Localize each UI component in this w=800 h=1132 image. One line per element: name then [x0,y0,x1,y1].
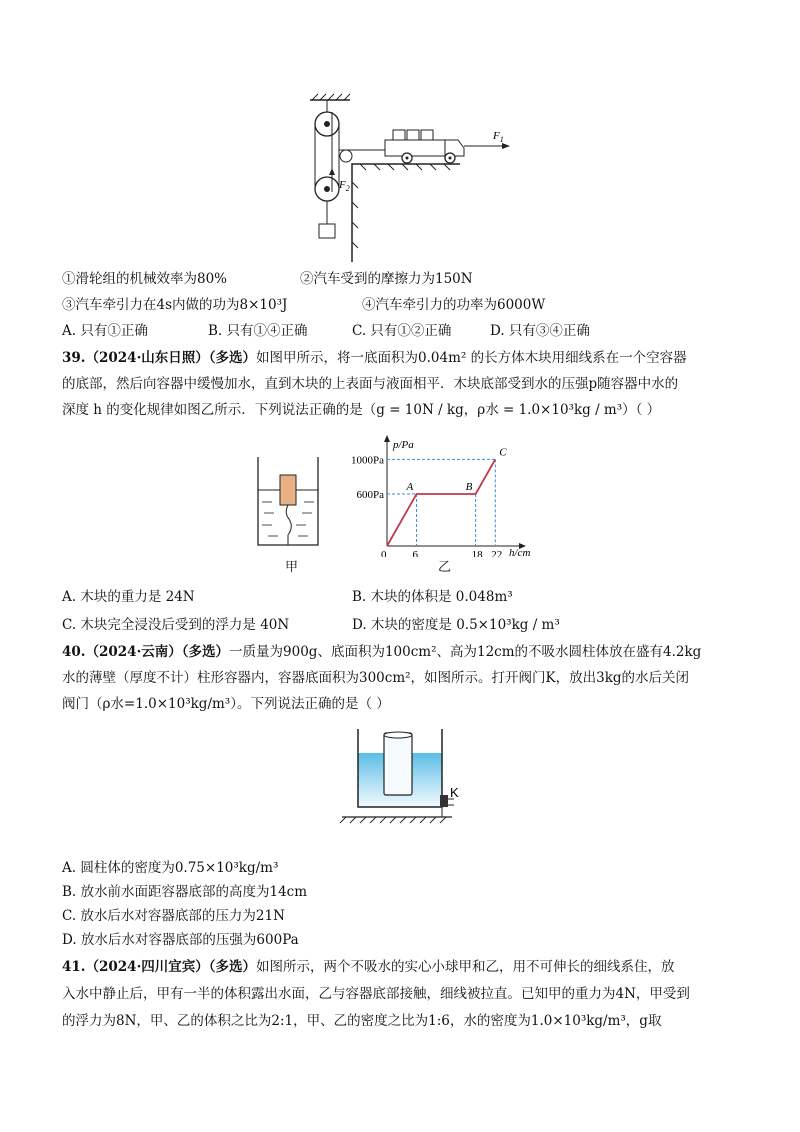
q40-option-d: D. 放水后水对容器底部的压强为600Pa [62,932,299,948]
q40-text-1: 一质量为900g、底面积为100cm²、高为12cm的不吸水圆柱体放在盛有4.2kg [229,644,702,660]
q39-container-figure [250,455,330,550]
q40-text-3: 阀门（ρ水=1.0×10³kg/m³）。下列说法正确的是（ ） [62,696,390,712]
q40-text-2: 水的薄壁（厚度不计）柱形容器内，容器底面积为300cm²，如图所示。打开阀门K，放出3kg的水后关闭 [62,670,690,686]
q39-source: （2024·山东日照）（多选） [85,350,257,366]
y-tick-label: 1000Pa [351,454,384,467]
x-tick-label: 18 [471,549,483,557]
q39-option-c: C. 木块完全浸没后受到的浮力是 40N [62,617,290,633]
q41-source: （2024·四川宜宾）（多选） [85,959,257,975]
f1-label: $F_1$ [493,130,504,144]
q39-option-d: D. 木块的密度是 0.5×10³kg / m³ [352,617,560,633]
q39-text-2: 的底部，然后向容器中缓慢加水，直到木块的上表面与液面相平．木块底部受到水的压强p随容器中水的 [62,376,679,392]
q40-header [62,643,701,661]
point-label-a: A [406,481,414,493]
q40-container-figure [338,725,468,830]
q38-option-d: D. 只有③④正确 [490,323,590,339]
q38-option-c: C. 只有①②正确 [352,323,452,339]
q39-text-3: 深度 h 的变化规律如图乙所示．下列说法正确的是（g = 10N / kg，ρ水 = 1.0×10³kg / m³）（ ） [62,402,661,418]
q39-option-b: B. 木块的体积是 0.048m³ [352,589,513,605]
pulley-truck-figure [290,92,540,262]
q38-option-b: B. 只有①④正确 [208,323,308,339]
q38-statement-3: ③汽车牵引力在4s内做的功为8×10³J [62,297,288,313]
f2-label: $F_2$ [339,179,350,193]
q38-statement-2: ②汽车受到的摩擦力为150N [300,271,473,287]
x-tick-label: 0 [381,549,387,557]
q41-text-3: 的浮力为8N，甲、乙的体积之比为2:1，甲、乙的密度之比为1:6，水的密度为1.0×10³kg/m³，g取 [62,1013,662,1029]
q40-option-b: B. 放水前水面距容器底部的高度为14cm [62,884,308,900]
q40-option-c: C. 放水后水对容器底部的压力为21N [62,908,285,924]
q40-option-a: A. 圆柱体的密度为0.75×10³kg/m³ [62,860,279,876]
valve-k-label: K [450,785,459,800]
q41-text-1: 如图所示，两个不吸水的实心小球甲和乙，用不可伸长的细线系住，放 [256,959,675,975]
q38-option-a: A. 只有①正确 [62,323,148,339]
q39-option-a: A. 木块的重力是 24N [62,589,195,605]
q38-statement-4: ④汽车牵引力的功率为6000W [362,297,546,313]
q40-source: （2024·云南）（多选） [85,644,230,660]
y-tick-label: 600Pa [356,489,384,501]
x-axis-label: h/cm [509,547,531,557]
point-label-c: C [499,446,507,459]
q40-number: 40. [62,644,86,660]
q41-text-2: 入水中静止后，甲有一半的体积露出水面，乙与容器底部接触，细线被拉直。已知甲的重力为4N，甲受到 [62,986,690,1002]
q39-caption-right: 乙 [438,560,452,575]
q41-number: 41. [62,959,86,975]
q39-header [62,349,687,367]
x-tick-label: 22 [491,549,503,557]
pressure-series-line [387,459,495,546]
q39-pressure-chart [335,432,555,557]
x-tick-label: 6 [412,549,419,557]
q39-caption-left: 甲 [285,560,299,575]
y-axis-label: p/Pa [393,439,414,451]
q41-header [62,958,675,976]
q38-statement-1: ①滑轮组的机械效率为80% [62,271,228,287]
q39-number: 39. [62,350,86,366]
point-label-b: B [465,481,473,493]
q39-text-1: 如图甲所示，将一底面积为0.04m² 的长方体木块用细线系在一个空容器 [256,350,687,366]
